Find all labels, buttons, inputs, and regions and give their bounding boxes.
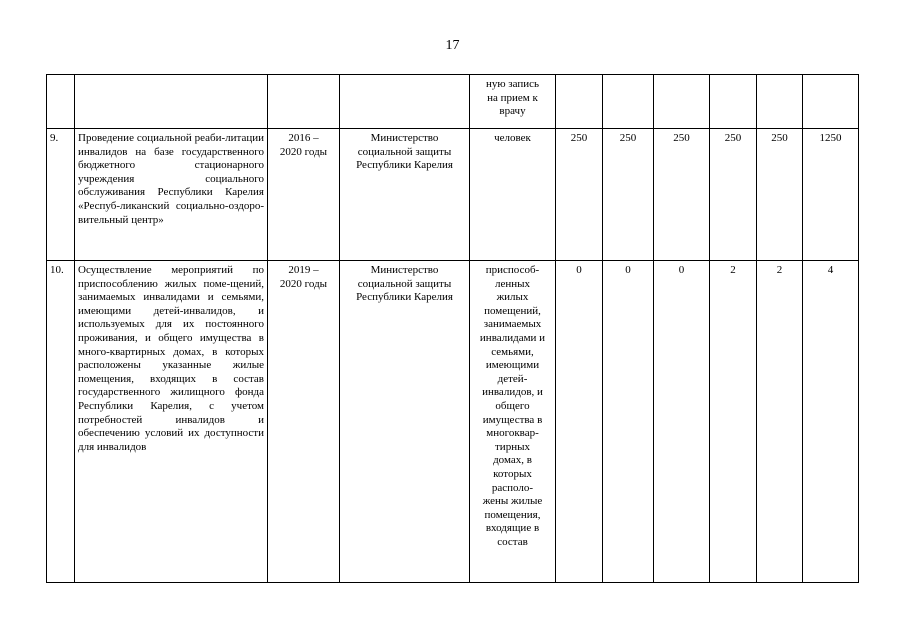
value-cell: 2 — [757, 261, 803, 583]
value-cell: 250 — [654, 129, 710, 261]
value-cell: 2 — [710, 261, 757, 583]
value-cell: 250 — [710, 129, 757, 261]
value-cell: 250 — [556, 129, 603, 261]
measure-executor — [340, 75, 470, 129]
page-number: 17 — [445, 38, 460, 53]
total-cell: 1250 — [803, 129, 859, 261]
measure-term — [268, 75, 340, 129]
value-cell — [556, 75, 603, 129]
measure-name — [75, 75, 268, 129]
table-row — [47, 129, 859, 261]
row-number: 10. — [47, 261, 75, 583]
value-cell: 0 — [603, 261, 654, 583]
measure-executor: Министерство социальной защиты Республики Карелия — [340, 129, 470, 261]
value-cell — [757, 75, 803, 129]
row-number: 9. — [47, 129, 75, 261]
value-cell — [603, 75, 654, 129]
measure-unit: человек — [470, 129, 556, 261]
total-cell — [803, 75, 859, 129]
value-cell — [654, 75, 710, 129]
value-cell: 250 — [603, 129, 654, 261]
measure-term: 2019 – 2020 годы — [268, 261, 340, 583]
measure-executor: Министерство социальной защиты Республики Карелия — [340, 261, 470, 583]
measure-unit: ную запись на прием к врачу — [470, 75, 556, 129]
value-cell: 0 — [556, 261, 603, 583]
measure-term: 2016 – 2020 годы — [268, 129, 340, 261]
measure-name: Проведение социальной реаби-литации инвалидов на базе государственного бюджетного стационарного учреждения социального обслуживания Республики Карелия «Респуб-ликанский социально-оздоро-вительный центр» — [75, 129, 268, 261]
measure-unit: приспособ- ленных жилых помещений, занимаемых инвалидами и семьями, имеющими детей- инвалидов, и общего имущества в многоквар- тирных домах, в которых располо- жены жилые помещения, входящие в состав — [470, 261, 556, 583]
value-cell: 0 — [654, 261, 710, 583]
table-row — [47, 75, 859, 129]
measures-table — [46, 74, 859, 583]
table-row — [47, 261, 859, 583]
measure-name: Осуществление мероприятий по приспособлению жилых поме-щений, занимаемых инвалидами и семьями, имеющими детей-инвалидов, и используемых для их постоянного проживания, и общего имущества в много-квартирных домах, в которых расположены указанные жилые помещения, входящих в состав государственного жилищного фонда Республики Карелия, с учетом потребностей инвалидов и обеспечению условий их доступности для инвалидов — [75, 261, 268, 583]
row-number — [47, 75, 75, 129]
value-cell: 250 — [757, 129, 803, 261]
total-cell: 4 — [803, 261, 859, 583]
value-cell — [710, 75, 757, 129]
